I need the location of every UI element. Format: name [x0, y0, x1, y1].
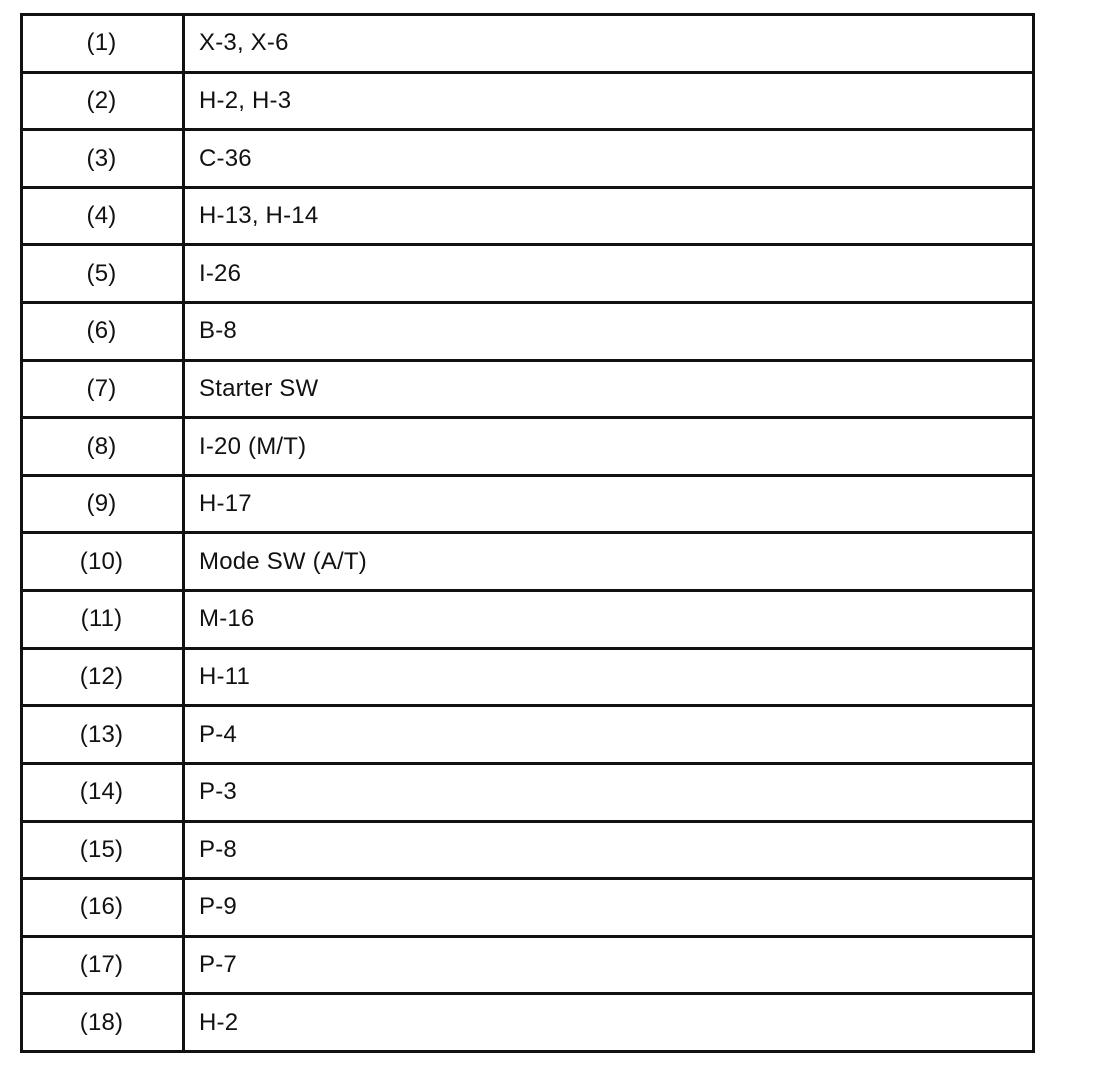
row-number: (5) — [22, 245, 184, 303]
connector-reference-table — [20, 13, 1035, 1053]
table-row — [22, 648, 1034, 706]
row-number: (2) — [22, 72, 184, 130]
table-row — [22, 187, 1034, 245]
table-row — [22, 533, 1034, 591]
table-row — [22, 936, 1034, 994]
row-value: I-26 — [184, 245, 1034, 303]
row-value: P-8 — [184, 821, 1034, 879]
table-row — [22, 475, 1034, 533]
row-number: (3) — [22, 130, 184, 188]
table-row — [22, 879, 1034, 937]
row-number: (11) — [22, 591, 184, 649]
table-row — [22, 303, 1034, 361]
row-value: M-16 — [184, 591, 1034, 649]
row-number: (18) — [22, 994, 184, 1052]
row-value: C-36 — [184, 130, 1034, 188]
row-value: H-17 — [184, 475, 1034, 533]
row-value: Mode SW (A/T) — [184, 533, 1034, 591]
row-value: P-3 — [184, 763, 1034, 821]
row-number: (12) — [22, 648, 184, 706]
row-number: (14) — [22, 763, 184, 821]
table-row — [22, 591, 1034, 649]
row-value: Starter SW — [184, 360, 1034, 418]
row-value: P-7 — [184, 936, 1034, 994]
row-number: (17) — [22, 936, 184, 994]
table-row — [22, 15, 1034, 73]
row-value: H-2 — [184, 994, 1034, 1052]
row-value: P-4 — [184, 706, 1034, 764]
row-number: (13) — [22, 706, 184, 764]
row-number: (9) — [22, 475, 184, 533]
table-row — [22, 130, 1034, 188]
table-row — [22, 763, 1034, 821]
table-row — [22, 72, 1034, 130]
row-number: (6) — [22, 303, 184, 361]
row-number: (1) — [22, 15, 184, 73]
row-value: H-2, H-3 — [184, 72, 1034, 130]
row-number: (15) — [22, 821, 184, 879]
row-number: (8) — [22, 418, 184, 476]
row-value: P-9 — [184, 879, 1034, 937]
table-row — [22, 706, 1034, 764]
row-value: B-8 — [184, 303, 1034, 361]
table-row — [22, 994, 1034, 1052]
table-row — [22, 245, 1034, 303]
row-number: (4) — [22, 187, 184, 245]
table-row — [22, 821, 1034, 879]
row-value: H-13, H-14 — [184, 187, 1034, 245]
row-number: (16) — [22, 879, 184, 937]
table-row — [22, 418, 1034, 476]
row-number: (7) — [22, 360, 184, 418]
row-number: (10) — [22, 533, 184, 591]
table-row — [22, 360, 1034, 418]
row-value: H-11 — [184, 648, 1034, 706]
row-value: I-20 (M/T) — [184, 418, 1034, 476]
row-value: X-3, X-6 — [184, 15, 1034, 73]
